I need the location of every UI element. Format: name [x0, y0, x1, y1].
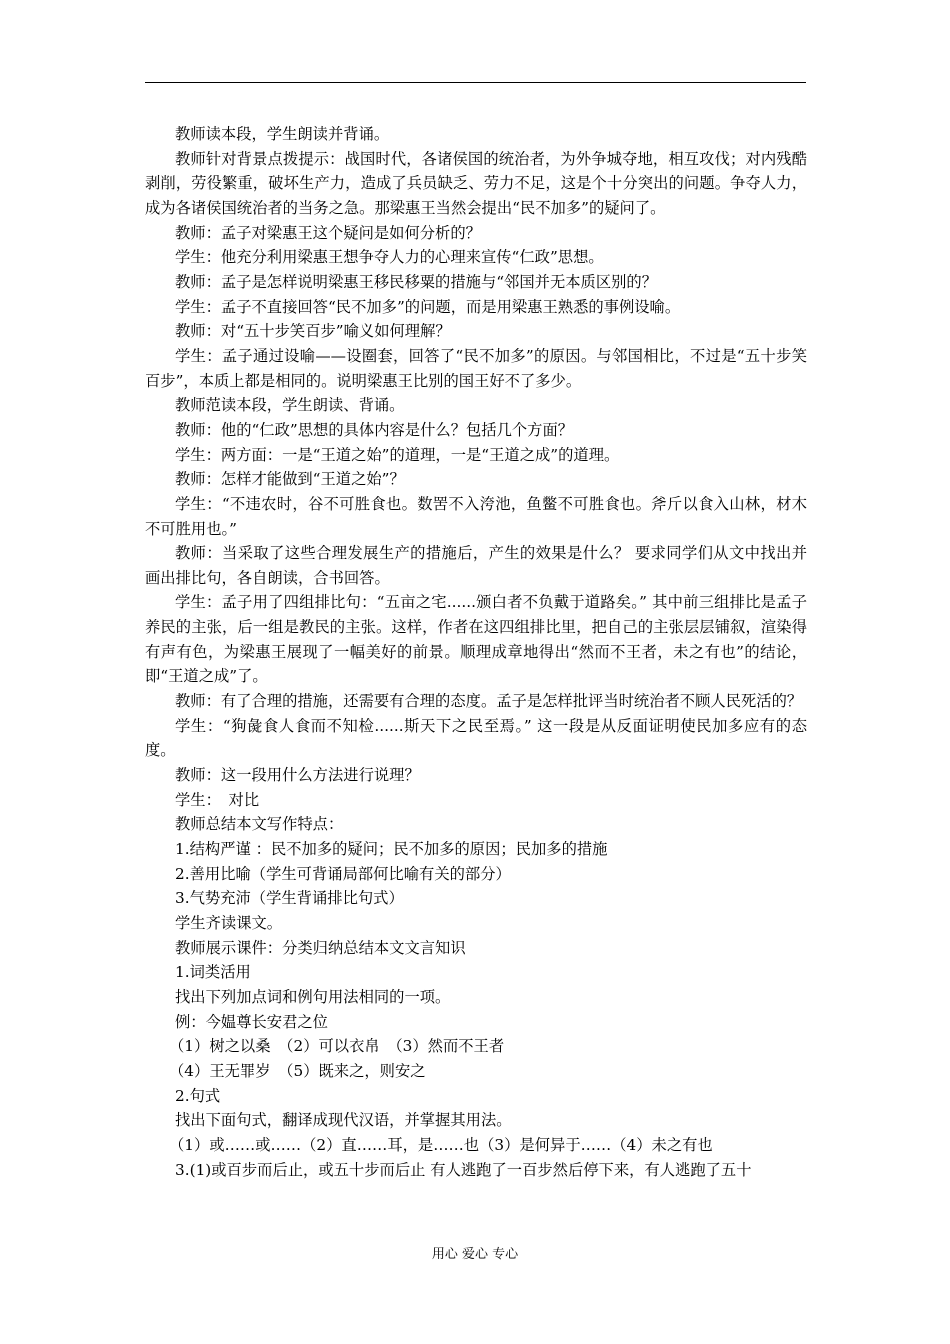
- paragraph: 教师：有了合理的措施，还需要有合理的态度。孟子是怎样批评当时统治者不顾人民死活的？: [175, 692, 803, 711]
- paragraph: 教师：当采取了这些合理发展生产的措施后，产生的效果是什么？ 要求同学们从文中找出并画出排比句，各自朗读，合书回答。: [145, 544, 807, 587]
- list-item: （1）或……或……（2）直……耳，是……也（3）是何异于……（4）未之有也: [169, 1135, 713, 1154]
- paragraph: 3.(1)或百步而后止，或五十步而后止 有人逃跑了一百步然后停下来，有人逃跑了五十: [175, 1160, 752, 1179]
- paragraph: 教师：这一段用什么方法进行说理？: [175, 766, 420, 785]
- paragraph: 找出下列加点词和例句用法相同的一项。: [175, 987, 451, 1006]
- section-heading: 2.句式: [175, 1086, 221, 1105]
- paragraph: 教师针对背景点拨提示：战国时代，各诸侯国的统治者，为外争城夺地，相互攻伐；对内残酷剥削，劳役繁重，破坏生产力，造成了兵员缺乏、劳力不足，这是个十分突出的问题。争夺人力，成为各诸侯国统治者的当务之急。那梁惠王当然会提出“民不加多”的疑问了。: [145, 149, 807, 217]
- paragraph: 教师：孟子是怎样说明梁惠王移民移粟的措施与“邻国并无本质区别的？: [175, 272, 658, 291]
- paragraph: 教师展示课件：分类归纳总结本文文言知识: [175, 938, 466, 957]
- list-item: 3.气势充沛（学生背诵排比句式）: [175, 889, 404, 908]
- paragraph: 学生：孟子用了四组排比句：“五亩之宅......颁白者不负戴于道路矣。” 其中前三组排比是孟子养民的主张，后一组是教民的主张。这样，作者在这四组排比里，把自己的主张层层铺叙，渲染得有声有色，为梁惠王展现了一幅美好的前景。顺理成章地得出“然而不王者，未之有也”的结论，即“王道之成”了。: [145, 593, 807, 686]
- section-heading: 1.词类活用: [175, 963, 251, 982]
- paragraph: 教师：他的“仁政”思想的具体内容是什么？包括几个方面？: [175, 420, 574, 439]
- paragraph: 教师总结本文写作特点：: [175, 815, 344, 834]
- paragraph: 教师读本段，学生朗读并背诵。: [175, 125, 390, 143]
- paragraph: 学生：孟子通过设喻——设圈套，回答了“民不加多”的原因。与邻国相比，不过是“五十步笑百步”，本质上都是相同的。说明梁惠王比别的国王好不了多少。: [145, 346, 807, 390]
- paragraph: 教师：孟子对梁惠王这个疑问是如何分析的？: [175, 223, 481, 242]
- paragraph: 教师：对“五十步笑百步”喻义如何理解？: [175, 322, 451, 341]
- paragraph: 例：今媪尊长安君之位: [175, 1012, 328, 1031]
- paragraph: 学生：他充分利用梁惠王想争夺人力的心理来宣传“仁政”思想。: [175, 248, 604, 267]
- page-footer: 用心 爱心 专心: [431, 1247, 519, 1262]
- paragraph: 学生：“狗彘食人食而不知检......斯天下之民至焉。” 这一段是从反面证明使民加多应有的态度。: [145, 716, 807, 760]
- paragraph: 学生：“不违农时，谷不可胜食也。数罟不入洿池，鱼鳖不可胜食也。斧斤以食入山林，材木不可胜用也。”: [145, 494, 807, 538]
- paragraph: 学生：孟子不直接回答“民不加多”的问题，而是用梁惠王熟悉的事例设喻。: [175, 297, 681, 316]
- list-item: （4）王无罪岁 （5）既来之，则安之: [169, 1061, 426, 1080]
- list-item: 1.结构严谨 ：民不加多的疑问；民不加多的原因；民加多的措施: [175, 840, 608, 859]
- header-rule: [145, 82, 806, 83]
- paragraph: 教师：怎样才能做到“王道之始”？: [175, 470, 405, 489]
- paragraph: 找出下面句式，翻译成现代汉语，并掌握其用法。: [175, 1111, 512, 1130]
- document-body: [145, 122, 807, 1182]
- list-item: （1）树之以桑 （2）可以衣帛 （3）然而不王者: [169, 1037, 505, 1056]
- paragraph: 教师范读本段，学生朗读、背诵。: [175, 396, 405, 415]
- paragraph: 学生： 对比: [175, 790, 260, 809]
- paragraph: 学生：两方面：一是“王道之始”的道理，一是“王道之成”的道理。: [175, 445, 620, 464]
- list-item: 2.善用比喻（学生可背诵局部何比喻有关的部分）: [175, 864, 511, 883]
- paragraph: 学生齐读课文。: [175, 914, 283, 932]
